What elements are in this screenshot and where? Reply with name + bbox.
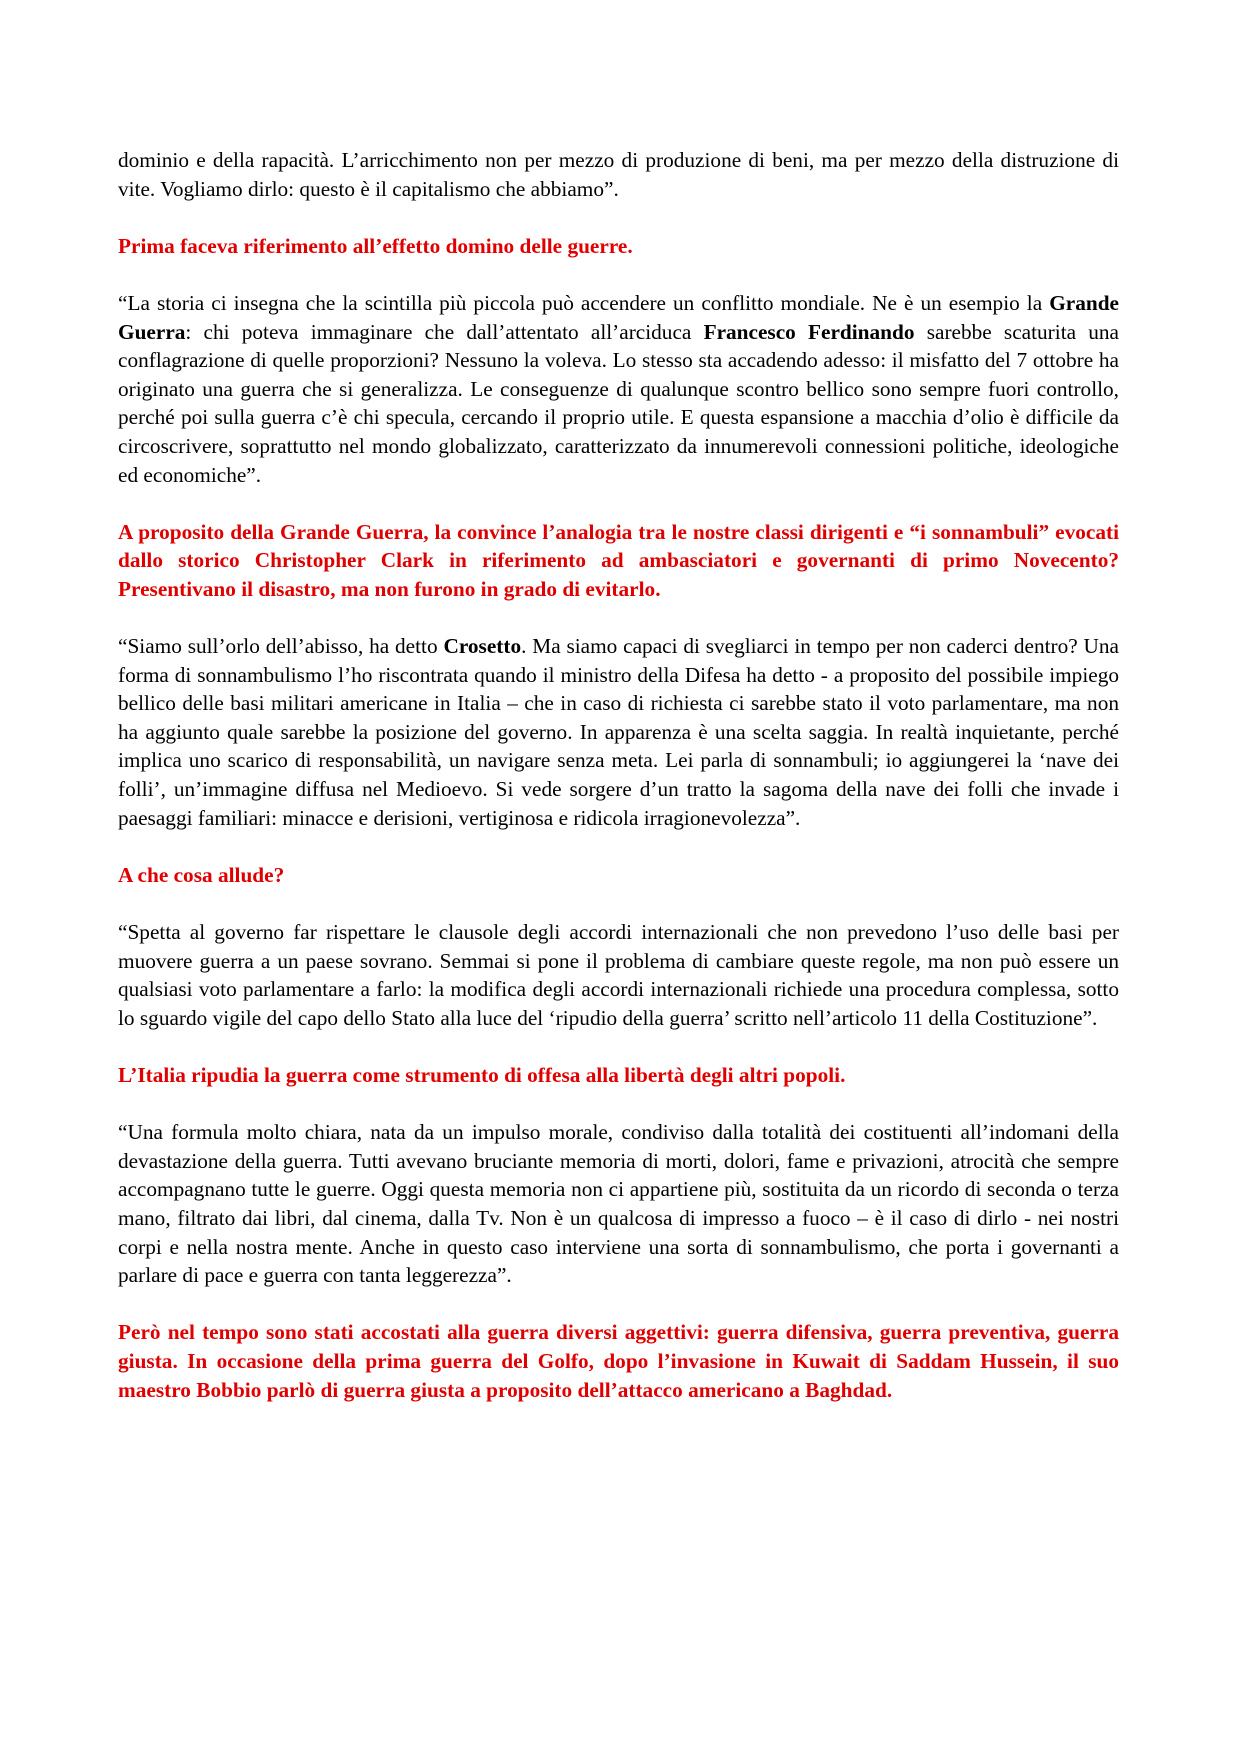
text-span: . Ma siamo capaci di svegliarci in tempo per non caderci dentro? Una forma di sonnambulismo l’ho riscontrata quando il ministro della Difesa ha detto - a proposito del possibile impiego bellico delle basi militari americane in Italia – che in caso di richiesta ci sarebbe stato il voto parlamentare, ma non ha aggiunto quale sarebbe la posizione del governo. In apparenza è una scelta saggia. In realtà inquietante, perché implica uno scarico di responsabilità, un navigare senza meta. Lei parla di sonnambuli; io aggiungerei la ‘nave dei folli’, un’immagine diffusa nel Medioevo. Si vede sorgere d’un tratto la sagoma della nave dei folli che invade i paesaggi familiari: minacce e derisioni, vertiginosa e ridicola irragionevolezza”. [118, 634, 1119, 830]
question-domino-effect: Prima faceva riferimento all’effetto domino delle guerre. [118, 233, 633, 258]
bold-crosetto: Crosetto [443, 634, 522, 659]
answer-paragraph-memory: “Una formula molto chiara, nata da un impulso morale, condiviso dalla totalità dei costituenti all’indomani della devastazione della guerra. Tutti avevano bruciante memoria di morti, dolori, fame e privazioni, atrocità che sempre accompagnano tutte le guerre. Oggi questa memoria non ci appartiene più, sostituita da un ricordo di seconda o terza mano, filtrato dai libri, dal cinema, dalla Tv. Non è un qualcosa di impresso a fuoco – è il caso di dirlo - nei nostri corpi e nella nostra mente. Anche in questo caso interviene una sorta di sonnambulismo, che porta i governanti a parlare di pace e guerra con tanta leggerezza”. [118, 1120, 1119, 1288]
bold-francesco-ferdinando: Francesco Ferdinando [703, 319, 915, 344]
text-span: “Siamo sull’orlo dell’abisso, ha detto [118, 634, 444, 659]
question-allusion: A che cosa allude? [118, 862, 285, 887]
text-span: : chi poteva immaginare che dall’attentato all’arciduca [185, 319, 704, 344]
text-span: “La storia ci insegna che la scintilla più piccola può accendere un conflitto mondiale. Ne è un esempio la [118, 290, 1050, 315]
answer-paragraph-great-war [118, 289, 1119, 489]
question-just-war: Però nel tempo sono stati accostati alla guerra diversi aggettivi: guerra difensiva, guerra preventiva, guerra giusta. In occasione della prima guerra del Golfo, dopo l’invasione in Kuwait di Saddam Hussein, il suo maestro Bobbio parlò di guerra giusta a proposito dell’attacco americano a Baghdad. [118, 1320, 1119, 1402]
document-page [118, 146, 1119, 1433]
bold-grande-guerra: Grande Guerra [118, 290, 1119, 344]
question-article-11: L’Italia ripudia la guerra come strumento di offesa alla libertà degli altri popoli. [118, 1063, 846, 1087]
answer-paragraph-crosetto [118, 632, 1119, 832]
answer-paragraph-bases: “Spetta al governo far rispettare le clausole degli accordi internazionali che non prevedono l’uso delle basi per muovere guerra a un paese sovrano. Semmai si pone il problema di cambiare queste regole, ma non può essere un qualsiasi voto parlamentare a farlo: la modifica degli accordi internazionali richiede una procedura complessa, sotto lo sguardo vigile del capo dello Stato alla luce del ‘ripudio della guerra’ scritto nell’articolo 11 della Costituzione”. [118, 920, 1119, 1030]
question-sleepwalkers: A proposito della Grande Guerra, la convince l’analogia tra le nostre classi dirigenti e “i sonnambuli” evocati dallo storico Christopher Clark in riferimento ad ambasciatori e governanti di primo Novecento? Presentivano il disastro, ma non furono in grado di evitarlo. [118, 519, 1119, 601]
text-span: sarebbe scaturita una conflagrazione di quelle proporzioni? Nessuno la voleva. Lo stesso sta accadendo adesso: il misfatto del 7 ottobre ha originato una guerra che si generalizza. Le conseguenze di qualunque scontro bellico sono sempre fuori controllo, perché poi sulla guerra c’è chi specula, cercando il proprio utile. E questa espansione a macchia d’olio è difficile da circoscrivere, soprattutto nel mondo globalizzato, caratterizzato da innumerevoli connessioni politiche, ideologiche ed economiche”. [118, 319, 1120, 487]
answer-paragraph-capitalism: dominio e della rapacità. L’arricchimento non per mezzo di produzione di beni, ma per mezzo della distruzione di vite. Vogliamo dirlo: questo è il capitalismo che abbiamo”. [118, 148, 1119, 201]
